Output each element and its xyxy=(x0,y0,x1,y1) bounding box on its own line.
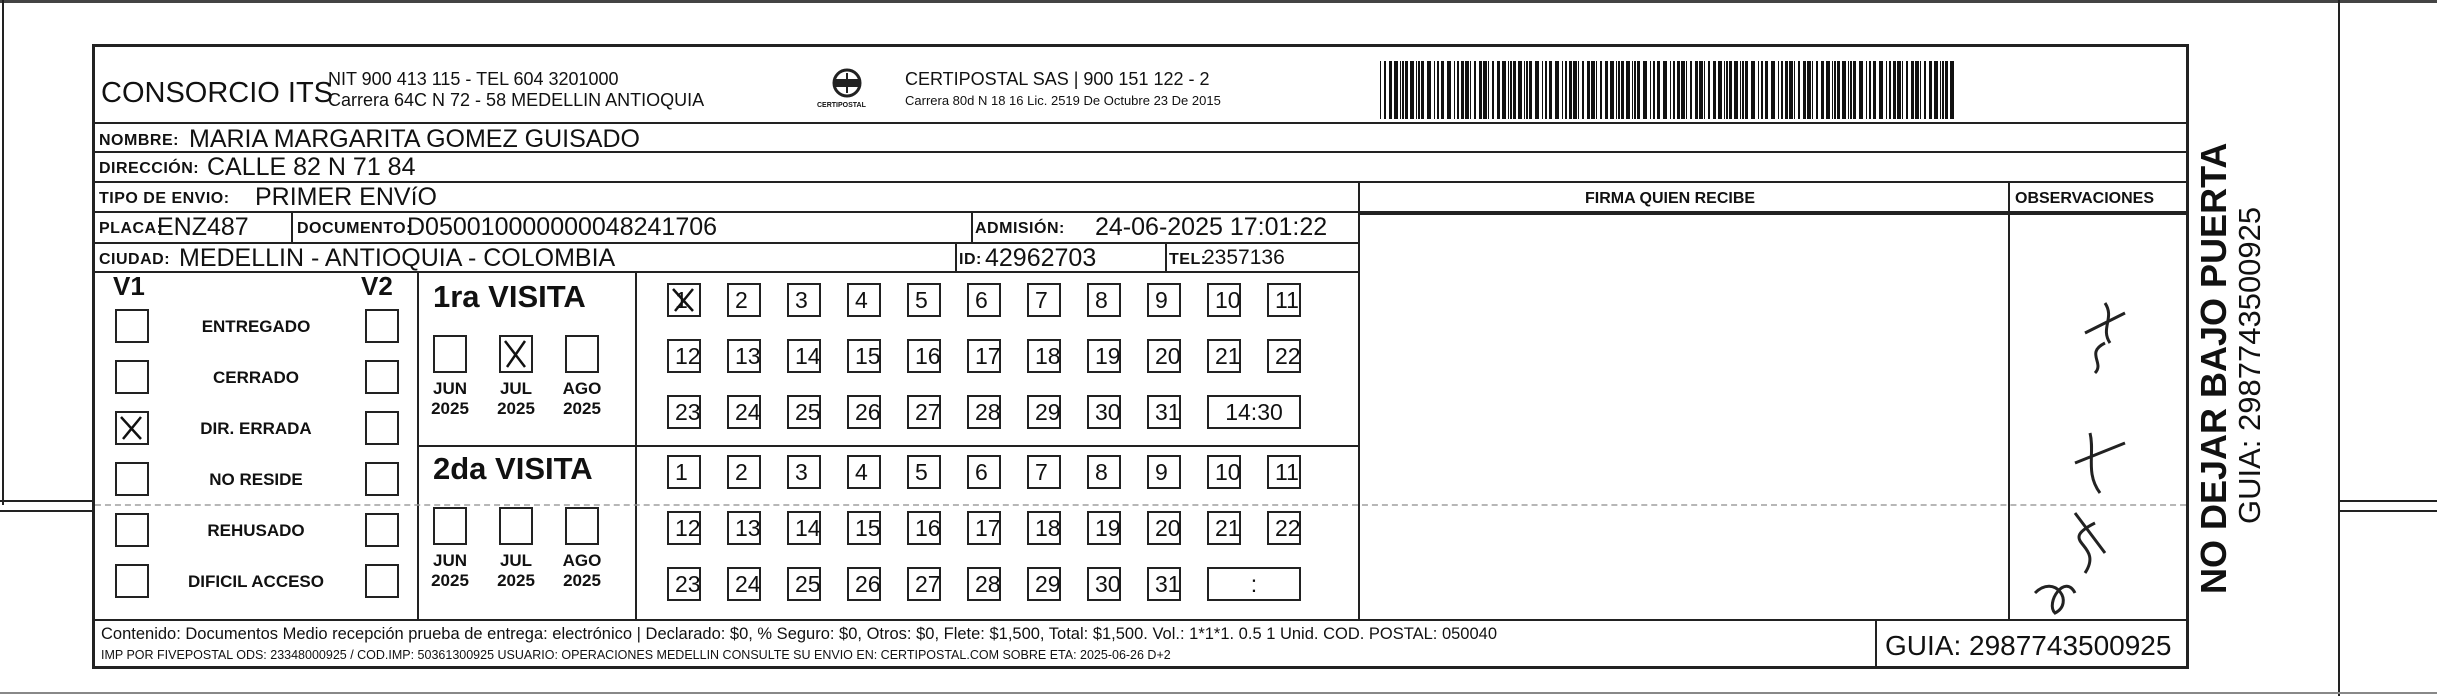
tel-sep xyxy=(1165,244,1167,273)
visit-title: 1ra VISITA xyxy=(433,279,586,314)
day-box[interactable]: 5 xyxy=(907,283,941,317)
barcode-bar xyxy=(1778,61,1779,119)
tel-label: TEL: xyxy=(1169,251,1207,268)
footer-guia-sep xyxy=(1875,619,1877,669)
time-box[interactable]: 14:30 xyxy=(1207,395,1301,429)
barcode-bar xyxy=(1765,61,1768,119)
day-box[interactable]: 11 xyxy=(1267,455,1301,489)
visit-title: 2da VISITA xyxy=(433,451,593,486)
barcode-bar xyxy=(1384,61,1386,119)
barcode-bar xyxy=(1945,61,1948,119)
month-caption xyxy=(424,379,476,419)
frame-right-h1 xyxy=(2340,500,2437,502)
month-checkbox[interactable] xyxy=(499,507,533,545)
barcode-bar xyxy=(1950,61,1954,119)
barcode-bar xyxy=(1457,61,1459,119)
day-box[interactable]: 24 xyxy=(727,567,761,601)
barcode-bar xyxy=(1524,61,1525,119)
barcode-bar xyxy=(1681,61,1685,119)
barcode-bar xyxy=(1690,61,1692,119)
day-box[interactable]: 24 xyxy=(727,395,761,429)
day-box[interactable]: 4 xyxy=(847,455,881,489)
logo-caption: CERTIPOSTAL xyxy=(817,102,866,109)
day-box[interactable]: 2 xyxy=(727,283,761,317)
day-box[interactable]: 10 xyxy=(1207,455,1241,489)
ciudad-value: MEDELLIN - ANTIOQUIA - COLOMBIA xyxy=(179,244,616,272)
direccion-label: DIRECCIÓN: xyxy=(99,160,200,177)
tel-value: 2357136 xyxy=(1203,246,1285,269)
day-box[interactable]: 16 xyxy=(907,339,941,373)
barcode-bar xyxy=(1848,61,1849,119)
barcode-bar xyxy=(1483,61,1487,119)
barcode-bar xyxy=(1400,61,1401,119)
status-label: ENTREGADO xyxy=(201,317,311,336)
nombre-value: MARIA MARGARITA GOMEZ GUISADO xyxy=(189,125,640,153)
frame-left-h1 xyxy=(0,500,92,502)
documento-value: D050010000000048241706 xyxy=(407,213,718,241)
barcode-bar xyxy=(1510,61,1512,119)
barcode-bar xyxy=(1616,61,1617,119)
barcode-bar xyxy=(1474,61,1476,119)
barcode-bar xyxy=(1740,61,1741,119)
barcode-bar xyxy=(1555,61,1559,119)
barcode-bar xyxy=(1447,61,1451,119)
barcode-bar xyxy=(1853,61,1856,119)
frame-bottom-line xyxy=(0,692,2437,694)
barcode-bar xyxy=(1488,61,1489,119)
day-box[interactable]: 31 xyxy=(1147,567,1181,601)
barcode-bar xyxy=(1821,61,1824,119)
tipo-label: TIPO DE ENVIO: xyxy=(99,190,230,207)
barcode-bar xyxy=(1643,61,1647,119)
barcode-bar xyxy=(1718,61,1722,119)
tipo-row xyxy=(95,183,2186,213)
barcode-bar xyxy=(1686,61,1687,119)
barcode-bar xyxy=(1893,61,1896,119)
day-box[interactable]: 8 xyxy=(1087,283,1121,317)
barcode-bar xyxy=(1479,61,1482,119)
barcode-bar xyxy=(1492,61,1494,119)
month-label: JUL xyxy=(499,551,533,570)
year-label: 2025 xyxy=(563,399,601,418)
barcode-bar xyxy=(1427,61,1431,119)
barcode-bar xyxy=(1542,61,1543,119)
barcode-icon xyxy=(1380,61,1960,119)
month-caption xyxy=(424,551,476,591)
day-box[interactable]: 8 xyxy=(1087,455,1121,489)
barcode-bar xyxy=(1549,61,1552,119)
direccion-row xyxy=(95,153,2186,183)
v2-label: V2 xyxy=(361,271,393,301)
barcode-bar xyxy=(1670,61,1671,119)
day-box[interactable]: 7 xyxy=(1027,283,1061,317)
barcode-bar xyxy=(1902,61,1903,119)
day-box[interactable]: 6 xyxy=(967,283,1001,317)
barcode-bar xyxy=(1562,61,1563,119)
barcode-bar xyxy=(1529,61,1532,119)
barcode-bar xyxy=(1789,61,1793,119)
barcode-bar xyxy=(1461,61,1464,119)
barcode-bar xyxy=(1610,61,1614,119)
barcode-bar xyxy=(1742,61,1744,119)
barcode-bar xyxy=(1526,61,1528,119)
day-box[interactable]: 3 xyxy=(787,455,821,489)
barcode-bar xyxy=(1897,61,1901,119)
frame-right-h2 xyxy=(2340,510,2437,512)
barcode-bar xyxy=(1920,61,1921,119)
barcode-bar xyxy=(1879,61,1883,119)
barcode-bar xyxy=(1600,61,1602,119)
day-box[interactable]: 21 xyxy=(1207,511,1241,545)
barcode-bar xyxy=(1915,61,1919,119)
barcode-bar xyxy=(1812,61,1813,119)
barcode-bar xyxy=(1389,61,1392,119)
barcode-bar xyxy=(1859,61,1863,119)
tipo-value: PRIMER ENVíO xyxy=(255,183,437,211)
barcode-bar xyxy=(1573,61,1577,119)
direccion-value: CALLE 82 N 71 84 xyxy=(207,153,416,181)
ciudad-row xyxy=(95,244,1360,273)
frame-left-line xyxy=(2,0,4,505)
barcode-bar xyxy=(1781,61,1783,119)
day-box[interactable]: 28 xyxy=(967,567,1001,601)
barcode-bar xyxy=(1751,61,1755,119)
day-box[interactable]: 25 xyxy=(787,567,821,601)
barcode-bar xyxy=(1677,61,1680,119)
barcode-bar xyxy=(1713,61,1716,119)
barcode-bar xyxy=(1591,61,1595,119)
scan-stripe xyxy=(95,504,2186,512)
admision-value: 24-06-2025 17:01:22 xyxy=(1095,213,1328,241)
carrier-line1: CERTIPOSTAL SAS | 900 151 122 - 2 xyxy=(905,69,1210,89)
day-box[interactable]: 27 xyxy=(907,395,941,429)
barcode-bar xyxy=(1911,61,1914,119)
year-label: 2025 xyxy=(431,399,469,418)
barcode-bar xyxy=(1924,61,1926,119)
barcode-bar xyxy=(1618,61,1620,119)
check-mark-icon xyxy=(669,285,699,315)
firma-header-line xyxy=(1358,213,2188,215)
day-box[interactable]: 9 xyxy=(1147,455,1181,489)
barcode-bar xyxy=(1497,61,1500,119)
day-box[interactable]: 17 xyxy=(967,511,1001,545)
barcode-bar xyxy=(1454,61,1455,119)
side-warning: NO DEJAR BAJO PUERTA xyxy=(2193,142,2234,594)
id-value: 42962703 xyxy=(985,244,1097,272)
admision-sep xyxy=(971,213,973,244)
barcode-bar xyxy=(1663,61,1667,119)
barcode-bar xyxy=(1866,61,1867,119)
day-box[interactable]: 30 xyxy=(1087,395,1121,429)
barcode-bar xyxy=(1798,61,1800,119)
barcode-bar xyxy=(1708,61,1710,119)
id-label: ID: xyxy=(959,251,982,268)
firma-header: FIRMA QUIEN RECIBE xyxy=(1585,190,1756,207)
barcode-bar xyxy=(1421,61,1424,119)
frame-top-line xyxy=(0,0,2437,3)
placa-row xyxy=(95,213,1360,244)
barcode-bar xyxy=(1704,61,1705,119)
barcode-bar xyxy=(1569,61,1572,119)
barcode-bar xyxy=(1673,61,1675,119)
day-box[interactable]: 15 xyxy=(847,339,881,373)
barcode-bar xyxy=(1724,61,1725,119)
placa-sep xyxy=(291,213,293,244)
month-label: JUN xyxy=(432,379,467,398)
month-checkbox[interactable] xyxy=(499,335,533,373)
barcode-bar xyxy=(1405,61,1408,119)
check-mark-icon xyxy=(501,337,531,371)
barcode-bar xyxy=(1929,61,1932,119)
day-box[interactable]: 27 xyxy=(907,567,941,601)
barcode-bar xyxy=(1587,61,1590,119)
nombre-label: NOMBRE: xyxy=(99,132,179,149)
barcode-bar xyxy=(1657,61,1660,119)
barcode-bar xyxy=(1816,61,1818,119)
barcode-bar xyxy=(1565,61,1567,119)
barcode-bar xyxy=(1834,61,1836,119)
time-box[interactable]: : xyxy=(1207,567,1301,601)
footer-guia: GUIA: 2987743500925 xyxy=(1885,630,2172,661)
month-label: AGO xyxy=(562,379,602,398)
day-box[interactable]: 29 xyxy=(1027,395,1061,429)
month-checkbox[interactable] xyxy=(433,507,467,545)
admision-label: ADMISIÓN: xyxy=(975,220,1065,237)
day-box[interactable]: 3 xyxy=(787,283,821,317)
barcode-bar xyxy=(1761,61,1763,119)
barcode-bar xyxy=(1803,61,1806,119)
year-label: 2025 xyxy=(431,571,469,590)
footer-top-line xyxy=(95,619,2186,621)
delivery-form xyxy=(92,44,2189,669)
footer-line1: Contenido: Documentos Medio recepción prueba de entrega: electrónico | Declarado: $0, % Seguro: $0, Otros: $0, Flete: $1,500, Total: $1,500. Vol.: 1*1*1. 0.5 1 Unid. COD. POSTAL: 050040 xyxy=(101,625,1498,643)
barcode-bar xyxy=(1699,61,1703,119)
barcode-bar xyxy=(1437,61,1439,119)
barcode-bar xyxy=(1626,61,1630,119)
barcode-bar xyxy=(1545,61,1547,119)
status-label: REHUSADO xyxy=(207,521,305,540)
nombre-row xyxy=(95,122,2186,153)
barcode-bar xyxy=(1518,61,1522,119)
day-box[interactable]: 22 xyxy=(1267,511,1301,545)
month-label: AGO xyxy=(562,551,602,570)
day-box[interactable]: 21 xyxy=(1207,339,1241,373)
months-sep xyxy=(635,273,637,619)
day-box[interactable]: 10 xyxy=(1207,283,1241,317)
day-box[interactable]: 16 xyxy=(907,511,941,545)
status-label: DIR. ERRADA xyxy=(200,419,312,438)
side-guia: GUIA: 2987743500925 xyxy=(2232,206,2267,524)
v2-checkbox[interactable] xyxy=(365,411,399,445)
day-box[interactable]: 11 xyxy=(1267,283,1301,317)
footer-line2: IMP POR FIVEPOSTAL ODS: 23348000925 / COD.IMP: 50361300925 USUARIO: OPERACIONES MEDELLIN CONSULTE SU ENVIO EN: CERTIPOSTAL.COM SOBRE ETA: 2025-06-26 D+2 xyxy=(101,648,1171,662)
day-box[interactable]: 13 xyxy=(727,339,761,373)
barcode-bar xyxy=(1745,61,1748,119)
day-box[interactable]: 26 xyxy=(847,567,881,601)
company-line1: NIT 900 413 115 - TEL 604 3201000 xyxy=(328,69,619,89)
barcode-bar xyxy=(1906,61,1908,119)
barcode-bar xyxy=(1441,61,1444,119)
documento-label: DOCUMENTO: xyxy=(297,220,412,237)
barcode-bar xyxy=(1886,61,1887,119)
barcode-bar xyxy=(1434,61,1435,119)
ciudad-label: CIUDAD: xyxy=(99,251,171,268)
barcode-bar xyxy=(1418,61,1420,119)
barcode-bar xyxy=(1535,61,1539,119)
obs-col-right xyxy=(2186,183,2188,619)
day-box[interactable]: 22 xyxy=(1267,339,1301,373)
day-box[interactable]: 2 xyxy=(727,455,761,489)
barcode-bar xyxy=(1508,61,1509,119)
status-label: CERRADO xyxy=(213,368,299,387)
barcode-bar xyxy=(1650,61,1651,119)
barcode-bar xyxy=(1695,61,1698,119)
barcode-bar xyxy=(1416,61,1417,119)
barcode-bar xyxy=(1873,61,1876,119)
barcode-bar xyxy=(1632,61,1633,119)
month-caption xyxy=(556,379,608,419)
barcode-bar xyxy=(1771,61,1775,119)
barcode-bar xyxy=(1465,61,1469,119)
day-box[interactable]: 17 xyxy=(967,339,1001,373)
day-box[interactable]: 31 xyxy=(1147,395,1181,429)
barcode-bar xyxy=(1726,61,1728,119)
certipostal-logo-icon xyxy=(815,67,879,117)
day-box[interactable]: 18 xyxy=(1027,339,1061,373)
day-box[interactable]: 4 xyxy=(847,283,881,317)
status-label: DIFICIL ACCESO xyxy=(187,572,324,591)
barcode-bar xyxy=(1634,61,1636,119)
month-caption xyxy=(490,551,542,591)
v2-checkbox[interactable] xyxy=(365,360,399,394)
barcode-bar xyxy=(1785,61,1788,119)
firma-col-left xyxy=(1358,183,1360,619)
observation-handwriting xyxy=(2015,273,2175,619)
v2-checkbox[interactable] xyxy=(365,462,399,496)
barcode-bar xyxy=(1842,61,1846,119)
day-box[interactable]: 23 xyxy=(667,567,701,601)
day-box[interactable]: 12 xyxy=(667,511,701,545)
company-name: CONSORCIO ITS xyxy=(101,77,334,109)
barcode-bar xyxy=(1934,61,1938,119)
v2-checkbox[interactable] xyxy=(365,309,399,343)
day-box[interactable]: 20 xyxy=(1147,339,1181,373)
barcode-bar xyxy=(1502,61,1506,119)
carrier-line2: Carrera 80d N 18 16 Lic. 2519 De Octubre 23 De 2015 xyxy=(905,93,1221,108)
barcode-bar xyxy=(1402,61,1404,119)
v2-checkbox[interactable] xyxy=(365,564,399,598)
frame-right-v xyxy=(2338,0,2340,696)
day-box[interactable]: 1 xyxy=(667,455,701,489)
barcode-bar xyxy=(1605,61,1608,119)
barcode-bar xyxy=(1940,61,1941,119)
barcode-bar xyxy=(1826,61,1830,119)
month-caption xyxy=(490,379,542,419)
barcode-bar xyxy=(1869,61,1871,119)
barcode-bar xyxy=(1832,61,1833,119)
day-box[interactable]: 6 xyxy=(967,455,1001,489)
barcode-bar xyxy=(1889,61,1891,119)
year-label: 2025 xyxy=(497,571,535,590)
barcode-bar xyxy=(1758,61,1759,119)
v2-checkbox[interactable] xyxy=(365,513,399,547)
day-box[interactable]: 14 xyxy=(787,511,821,545)
frame-left-h2 xyxy=(0,510,92,512)
barcode-bar xyxy=(1729,61,1732,119)
barcode-bar xyxy=(1470,61,1471,119)
day-box[interactable]: 30 xyxy=(1087,567,1121,601)
day-box[interactable]: 26 xyxy=(847,395,881,429)
placa-value: ENZ487 xyxy=(157,213,249,241)
visit-divider xyxy=(417,445,1360,447)
month-label: JUL xyxy=(499,379,533,398)
status-label: NO RESIDE xyxy=(209,470,303,489)
barcode-bar xyxy=(1578,61,1579,119)
day-box[interactable]: 19 xyxy=(1087,339,1121,373)
month-caption xyxy=(556,551,608,591)
company-line2: Carrera 64C N 72 - 58 MEDELLIN ANTIOQUIA xyxy=(328,90,705,110)
barcode-bar xyxy=(1410,61,1414,119)
month-checkbox[interactable] xyxy=(565,507,599,545)
barcode-bar xyxy=(1380,61,1381,119)
barcode-bar xyxy=(1653,61,1655,119)
barcode-bar xyxy=(1637,61,1640,119)
day-box[interactable]: 14 xyxy=(787,339,821,373)
barcode-bar xyxy=(1794,61,1795,119)
day-box[interactable]: 20 xyxy=(1147,511,1181,545)
day-box[interactable]: 13 xyxy=(727,511,761,545)
day-box[interactable]: 12 xyxy=(667,339,701,373)
day-box[interactable]: 15 xyxy=(847,511,881,545)
year-label: 2025 xyxy=(497,399,535,418)
id-sep xyxy=(955,244,957,273)
barcode-bar xyxy=(1513,61,1516,119)
day-box[interactable]: 1 xyxy=(667,283,701,317)
barcode-bar xyxy=(1596,61,1597,119)
day-box[interactable]: 5 xyxy=(907,455,941,489)
obs-col-left xyxy=(2008,183,2010,619)
observaciones-header: OBSERVACIONES xyxy=(2015,190,2154,207)
day-box[interactable]: 23 xyxy=(667,395,701,429)
day-box[interactable]: 18 xyxy=(1027,511,1061,545)
barcode-bar xyxy=(1394,61,1398,119)
month-label: JUN xyxy=(432,551,467,570)
month-checkbox[interactable] xyxy=(565,335,599,373)
day-box[interactable]: 9 xyxy=(1147,283,1181,317)
year-label: 2025 xyxy=(563,571,601,590)
day-box[interactable]: 7 xyxy=(1027,455,1061,489)
v1-label: V1 xyxy=(113,271,145,301)
day-box[interactable]: 19 xyxy=(1087,511,1121,545)
placa-label: PLACA: xyxy=(99,220,163,237)
barcode-bar xyxy=(1807,61,1811,119)
barcode-bar xyxy=(1942,61,1944,119)
barcode-bar xyxy=(1850,61,1852,119)
barcode-bar xyxy=(1734,61,1738,119)
month-checkbox[interactable] xyxy=(433,335,467,373)
day-box[interactable]: 28 xyxy=(967,395,1001,429)
barcode-bar xyxy=(1837,61,1840,119)
barcode-bar xyxy=(1621,61,1624,119)
day-box[interactable]: 29 xyxy=(1027,567,1061,601)
barcode-bar xyxy=(1582,61,1584,119)
day-box[interactable]: 25 xyxy=(787,395,821,429)
